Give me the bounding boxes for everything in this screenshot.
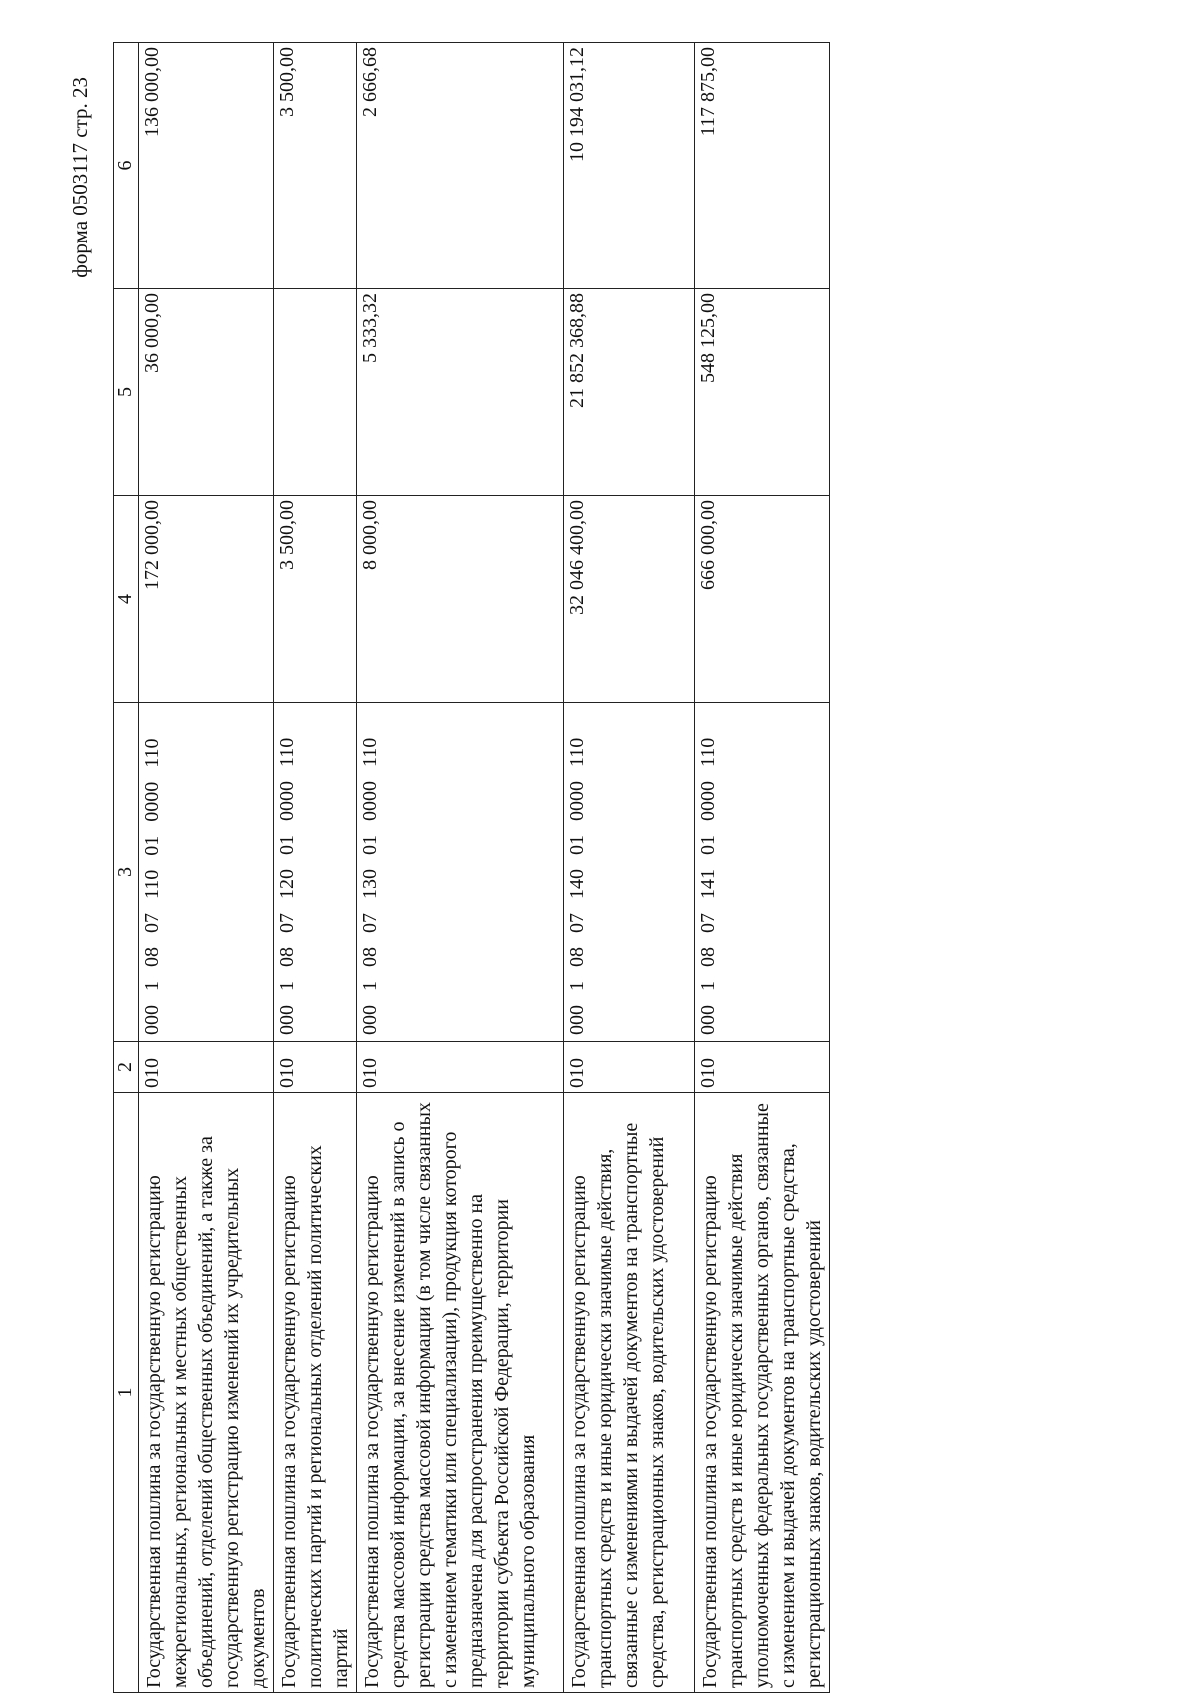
unexecuted-amount-cell: 10 194 031,12: [564, 43, 695, 289]
budget-code-part: 07: [276, 913, 298, 933]
form-label: форма 0503117 стр. 23: [68, 77, 92, 278]
table-row: [695, 43, 830, 1693]
budget-code: [274, 707, 300, 1037]
budget-code: [357, 707, 383, 1037]
budget-code-part: 0000: [141, 781, 163, 822]
income-name-cell: Государственная пошлина за государственную регистрацию средства массовой информации, за внесение изменений в запись о регистрации средства массовой информации (в том числе связанных с изменением тематики или специализации), продукция которого предназначена для распространения преимущественно на территории субъекта Российской Федерации, территории муниципального образования: [357, 1093, 564, 1693]
line-code-cell: [357, 1042, 564, 1093]
budget-code-part: 110: [276, 737, 298, 767]
table-row: [139, 43, 274, 1693]
table-row: [357, 43, 564, 1693]
budget-code-part: 141: [697, 869, 719, 899]
budget-code-part: 120: [276, 869, 298, 899]
executed-amount-cell: [274, 289, 357, 496]
table-row: [564, 43, 695, 1693]
approved-amount-cell: 32 046 400,00: [564, 496, 695, 703]
budget-code-part: 01: [566, 835, 588, 855]
budget-code-part: 110: [141, 738, 163, 768]
line-code: 010: [697, 1058, 719, 1088]
budget-code-part: 07: [141, 913, 163, 933]
line-code-cell: [139, 1042, 274, 1093]
approved-amount-cell: 8 000,00: [357, 496, 564, 703]
budget-code-cell: [564, 703, 695, 1042]
budget-code-part: 08: [697, 947, 719, 967]
income-table: [113, 42, 830, 1693]
executed-amount-cell: 36 000,00: [139, 289, 274, 496]
income-name-cell: Государственная пошлина за государственную регистрацию транспортных средств и иные юридически значимые действия уполномоченных федеральных государственных органов, связанные с изменением и выдачей документов на транспортные средства, регистрационных знаков, водительских удостоверений: [695, 1093, 830, 1693]
unexecuted-amount-cell: 3 500,00: [274, 43, 357, 289]
unexecuted-amount-cell: 136 000,00: [139, 43, 274, 289]
budget-code-part: 07: [566, 913, 588, 933]
budget-code-part: 110: [566, 737, 588, 767]
approved-amount-cell: 666 000,00: [695, 496, 830, 703]
column-number-6: 6: [114, 43, 139, 289]
executed-amount-cell: 548 125,00: [695, 289, 830, 496]
budget-code-part: 07: [697, 913, 719, 933]
budget-code-part: 01: [359, 835, 381, 855]
line-code: 010: [276, 1058, 298, 1088]
budget-code-part: 000: [359, 1005, 381, 1035]
column-number-3: 3: [114, 703, 139, 1042]
executed-amount-cell: 5 333,32: [357, 289, 564, 496]
budget-code-part: 1: [141, 981, 163, 991]
column-number-row: [114, 43, 139, 1693]
line-code-cell: [695, 1042, 830, 1093]
budget-code-cell: [357, 703, 564, 1042]
unexecuted-amount-cell: 2 666,68: [357, 43, 564, 289]
line-code: 010: [359, 1058, 381, 1088]
budget-code-part: 110: [359, 737, 381, 767]
budget-code-part: 000: [697, 1005, 719, 1035]
budget-code-part: 01: [697, 835, 719, 855]
budget-code-cell: [274, 703, 357, 1042]
budget-code: [139, 707, 165, 1037]
unexecuted-amount-cell: 117 875,00: [695, 43, 830, 289]
income-name-cell: Государственная пошлина за государственную регистрацию политических партий и региональных отделений политических партий: [274, 1093, 357, 1693]
budget-code-part: 140: [566, 869, 588, 899]
approved-amount-cell: 3 500,00: [274, 496, 357, 703]
budget-code-part: 1: [359, 981, 381, 991]
budget-code-part: 0000: [276, 781, 298, 821]
budget-code-part: 01: [141, 835, 163, 856]
income-name-cell: Государственная пошлина за государственную регистрацию межрегиональных, региональных и местных общественных объединений, отделений общественных объединений, а также за государственную регистрацию изменений их учредительных документов: [139, 1093, 274, 1693]
rotated-page: [60, 43, 1160, 1693]
line-code: 010: [141, 1058, 163, 1088]
budget-code-part: 130: [359, 869, 381, 899]
approved-amount-cell: 172 000,00: [139, 496, 274, 703]
line-code-cell: [564, 1042, 695, 1093]
budget-code-part: 08: [276, 947, 298, 967]
budget-code: [564, 707, 590, 1037]
budget-code-part: 08: [141, 947, 163, 967]
budget-code-part: 110: [141, 869, 163, 899]
table-row: [274, 43, 357, 1693]
budget-code-part: 01: [276, 835, 298, 855]
budget-code-part: 110: [697, 737, 719, 767]
income-name-cell: Государственная пошлина за государственную регистрацию транспортных средств и иные юридически значимые действия, связанные с изменениями и выдачей документов на транспортные средства, регистрационных знаков, водительских удостоверений: [564, 1093, 695, 1693]
budget-code-part: 08: [359, 947, 381, 967]
budget-code-part: 0000: [359, 781, 381, 821]
budget-code-part: 1: [697, 981, 719, 991]
budget-code-part: 1: [276, 981, 298, 991]
column-number-4: 4: [114, 496, 139, 703]
budget-code: [695, 707, 721, 1037]
budget-code-part: 000: [276, 1005, 298, 1035]
budget-code-part: 000: [141, 1005, 163, 1035]
budget-code-cell: [139, 703, 274, 1042]
budget-code-part: 000: [566, 1005, 588, 1035]
budget-code-part: 0000: [566, 781, 588, 821]
budget-code-part: 0000: [697, 781, 719, 821]
budget-code-part: 1: [566, 981, 588, 991]
column-number-2: 2: [114, 1042, 139, 1093]
line-code: 010: [566, 1058, 588, 1088]
executed-amount-cell: 21 852 368,88: [564, 289, 695, 496]
budget-code-part: 07: [359, 913, 381, 933]
budget-code-cell: [695, 703, 830, 1042]
column-number-5: 5: [114, 289, 139, 496]
line-code-cell: [274, 1042, 357, 1093]
column-number-1: 1: [114, 1093, 139, 1693]
budget-code-part: 08: [566, 947, 588, 967]
